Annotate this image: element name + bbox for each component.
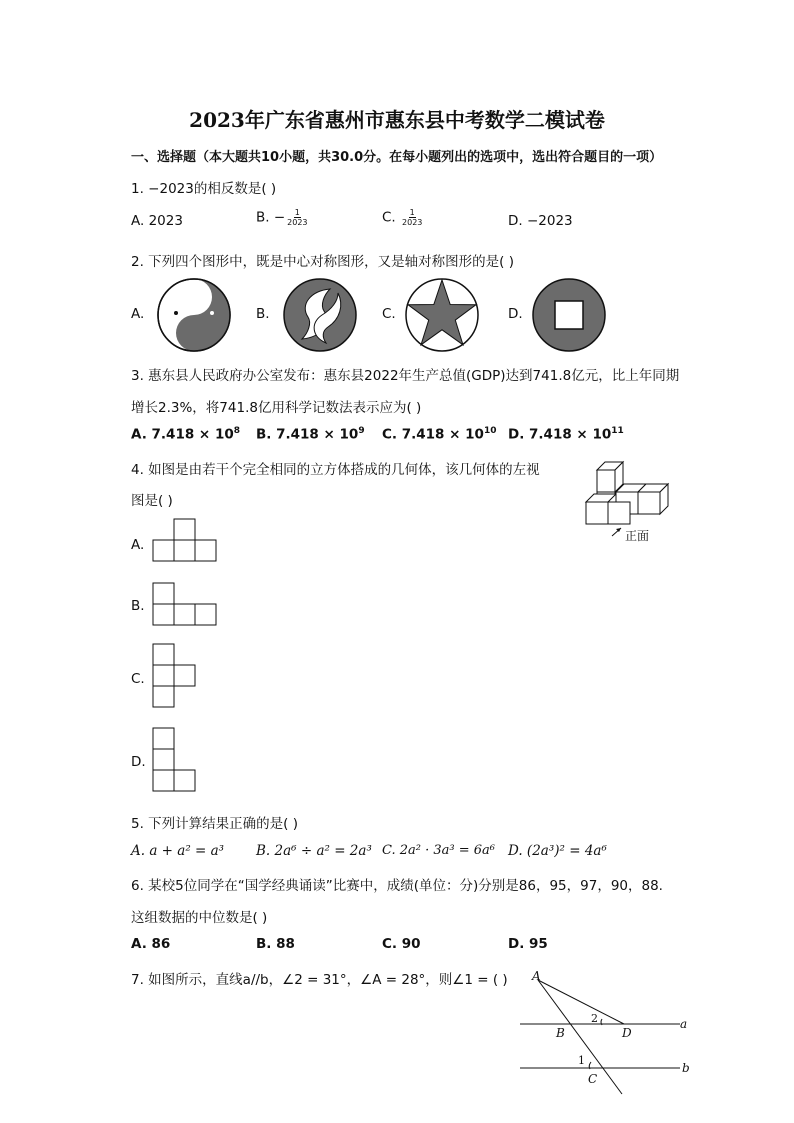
q3-option-d-text: D. 7.418 × 10	[508, 426, 612, 443]
coin-square-hole-figure	[531, 277, 607, 353]
q1-c-numerator: 1	[409, 208, 415, 217]
q2-option-d: D.	[508, 306, 523, 322]
question-7-stem: 7. 如图所示，直线a//b，∠2 = 31°，∠A = 28°，则∠1 = ( )	[131, 972, 508, 988]
angle-2-label: 2	[591, 1012, 598, 1025]
front-view-label: 正面	[625, 529, 650, 543]
q4-option-d: D.	[131, 754, 146, 770]
q5-option-a: A. a + a² = a³	[131, 843, 225, 859]
q1-b-numerator: 1	[294, 208, 300, 217]
q1-option-b-label: B. −	[256, 209, 286, 226]
point-b-label: B	[556, 1026, 565, 1040]
question-2-stem: 2. 下列四个图形中，既是中心对称图形，又是轴对称图形的是( )	[131, 254, 514, 270]
q3-option-b-text: B. 7.418 × 10	[256, 426, 359, 443]
question-6-stem-line2: 这组数据的中位数是( )	[131, 910, 268, 926]
parallel-lines-figure	[514, 966, 694, 1096]
q2-option-c: C.	[382, 306, 396, 322]
q6-option-d: D. 95	[508, 936, 548, 952]
q3-option-c	[382, 426, 496, 443]
question-3-stem-line1: 3. 惠东县人民政府办公室发布：惠东县2022年生产总值(GDP)达到741.8亿元，比上年同期	[131, 368, 680, 384]
q5-option-d: D. (2a³)² = 4a⁶	[508, 843, 607, 859]
q3-option-a	[131, 426, 240, 443]
q3-option-d-exponent: 11	[611, 426, 624, 436]
question-4-stem-line2: 图是( )	[131, 493, 173, 509]
q4-option-a: A.	[131, 537, 145, 553]
question-3-stem-line2: 增长2.3%，将741.8亿用科学记数法表示应为( )	[131, 400, 422, 416]
q4-option-d-grid	[152, 727, 198, 795]
point-c-label: C	[588, 1072, 598, 1086]
q2-option-a: A.	[131, 306, 145, 322]
q1-option-b-fraction	[287, 208, 307, 227]
q6-option-b: B. 88	[256, 936, 295, 952]
q1-b-denominator: 2023	[287, 218, 308, 227]
q1-option-a: A. 2023	[131, 213, 183, 229]
q4-option-c-grid	[152, 643, 198, 711]
q3-option-d	[508, 426, 624, 443]
star-circle-figure	[404, 277, 480, 353]
q3-option-c-exponent: 10	[483, 426, 497, 436]
point-d-label: D	[622, 1026, 632, 1040]
swirl-circle-figure	[282, 277, 358, 353]
q1-option-c-fraction	[402, 208, 422, 227]
q5-option-b: B. 2a⁶ ÷ a² = 2a³	[256, 843, 372, 859]
question-5-stem: 5. 下列计算结果正确的是( )	[131, 816, 298, 832]
q1-option-b	[256, 208, 308, 227]
cube-stack-figure	[583, 458, 693, 543]
question-6-stem-line1: 6. 某校5位同学在“国学经典诵读”比赛中，成绩(单位：分)分别是86，95，97，90，88.	[131, 878, 663, 894]
q3-option-a-exponent: 8	[233, 426, 240, 436]
q1-option-c-label: C.	[382, 209, 401, 226]
page-title: 2023年广东省惠州市惠东县中考数学二模试卷	[189, 108, 605, 132]
q3-option-c-text: C. 7.418 × 10	[382, 426, 484, 443]
q3-option-a-text: A. 7.418 × 10	[131, 426, 234, 443]
angle-1-label: 1	[578, 1054, 585, 1067]
q5-option-c: C. 2a² · 3a³ = 6a⁶	[382, 843, 496, 858]
yin-yang-figure	[156, 277, 232, 353]
q6-option-a: A. 86	[131, 936, 171, 952]
q4-option-b: B.	[131, 598, 145, 614]
q3-option-b	[256, 426, 365, 443]
q4-option-a-grid	[152, 518, 220, 564]
q4-option-b-grid	[152, 582, 220, 628]
line-b-label: b	[682, 1061, 690, 1075]
q6-option-c: C. 90	[382, 936, 421, 952]
q1-option-d: D. −2023	[508, 213, 573, 229]
line-a-label: a	[680, 1017, 688, 1031]
section-heading: 一、选择题（本大题共10小题，共30.0分。在每小题列出的选项中，选出符合题目的一项）	[131, 150, 663, 165]
q3-option-b-exponent: 9	[358, 426, 365, 436]
question-1-stem: 1. −2023的相反数是( )	[131, 181, 277, 197]
question-4-stem-line1: 4. 如图是由若干个完全相同的立方体搭成的几何体，该几何体的左视	[131, 462, 540, 478]
q2-option-b: B.	[256, 306, 270, 322]
q1-option-c	[382, 208, 422, 227]
q1-c-denominator: 2023	[402, 218, 423, 227]
point-a-label: A	[532, 969, 541, 983]
q4-option-c: C.	[131, 671, 145, 687]
